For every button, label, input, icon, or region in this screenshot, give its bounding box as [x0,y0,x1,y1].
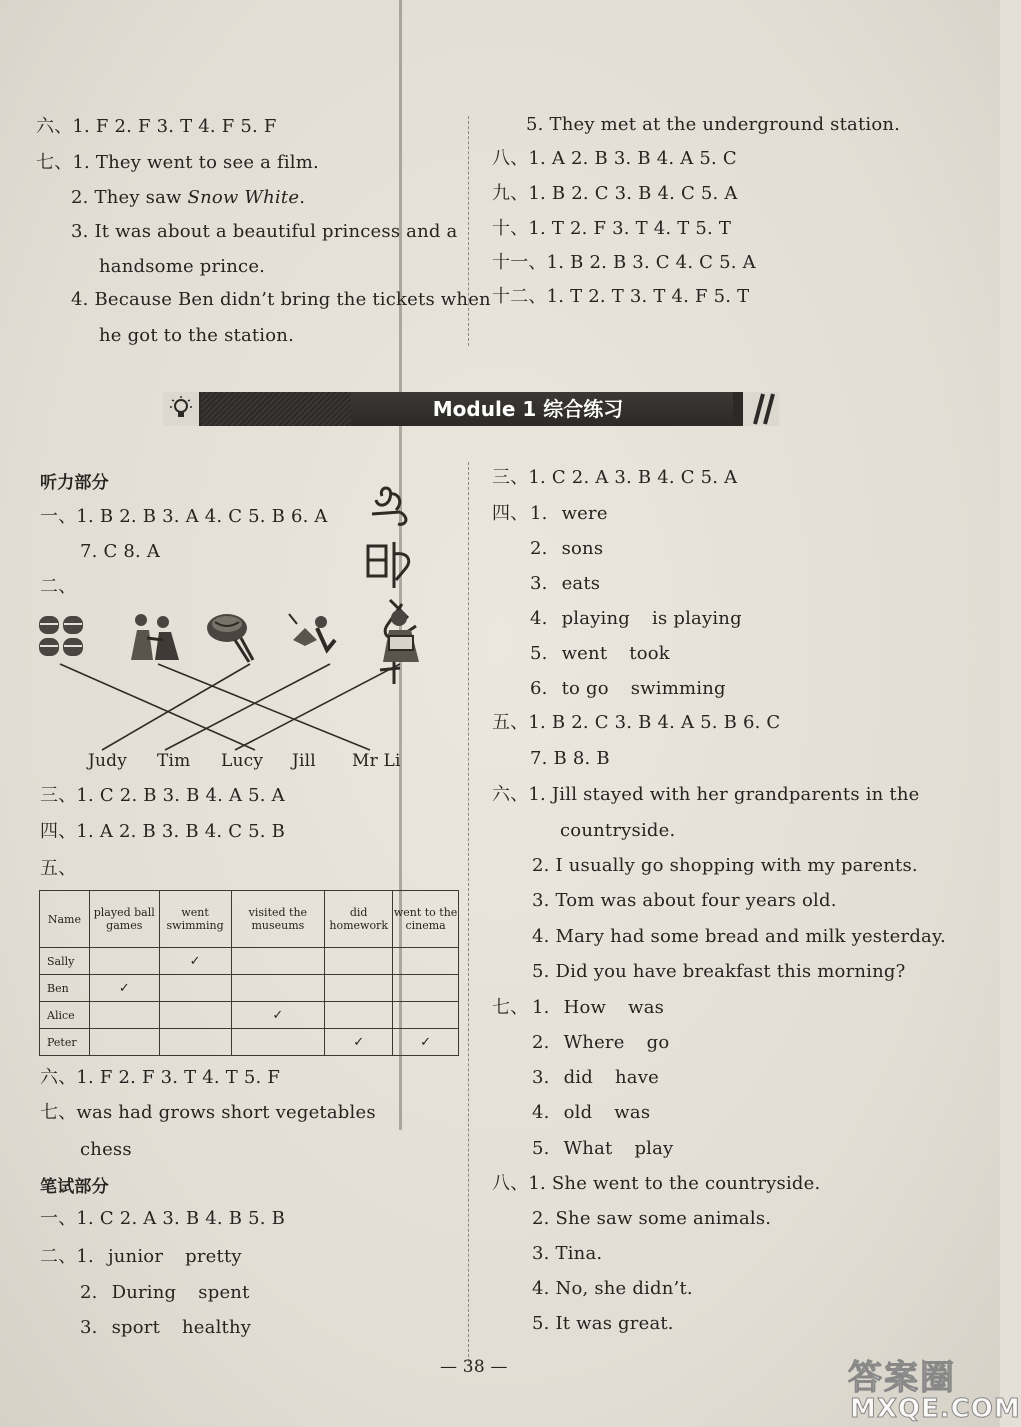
table-cell-mark: ✓ [393,1029,459,1056]
answer: went [561,643,608,664]
item-number: 5. [532,1138,550,1159]
right-section-7-label: 七、 [492,997,529,1018]
top-right-line-2: 八、1. A 2. B 3. B 4. A 5. C [492,148,737,169]
match-line-hamburgers-jill [60,664,255,750]
table-row-name: Alice [40,1002,90,1029]
right-section-6-line: 5. Did you have breakfast this morning? [532,961,906,982]
table-cell-mark [393,948,459,975]
right-section-6-line: 2. I usually go shopping with my parents. [532,855,918,876]
answer: old [563,1102,593,1123]
written-section-1: 一、1. C 2. A 3. B 4. B 5. B [40,1208,286,1229]
right-section-4-row [530,643,670,665]
double-slash-icon [733,392,779,426]
match-line-boy-lucy [235,664,400,750]
table-cell-mark: ✓ [325,1029,393,1056]
table-header: Name [40,891,90,948]
right-section-4-label: 四、 [492,503,529,524]
answer: was [628,997,665,1018]
top-left-line-1: 六、1. F 2. F 3. T 4. F 5. F [36,116,277,137]
right-section-4-row [530,503,630,525]
film-title: Snow White [187,187,300,208]
answer: did [563,1067,593,1088]
text: 2. They saw [71,187,188,208]
left-section-7-line-1: 七、was had grows short vegetables [40,1102,376,1123]
table-cell-mark [89,1002,159,1029]
watermark-bottom: MXQE.COM [850,1394,1021,1424]
answer: sons [561,538,604,559]
item-number: 4. [530,608,548,629]
table-cell-mark [159,1029,231,1056]
table-header: did homework [325,891,393,948]
answer: How [563,997,607,1018]
left-section-3: 三、1. C 2. B 3. B 4. A 5. A [40,785,285,806]
banner-hatch [201,392,351,426]
table-cell-mark [325,1002,393,1029]
right-section-4-row [530,538,625,560]
top-left-line-4: 3. It was about a beautiful princess and a [71,221,458,242]
answer: healthy [182,1317,252,1338]
text: . [299,187,306,208]
right-section-7-row [532,1067,659,1089]
answer: play [634,1138,674,1159]
top-left-line-3 [71,187,305,209]
right-section-7-row [532,1032,669,1054]
page-number: — 38 — [440,1357,508,1377]
item-number: 2. [530,538,548,559]
table-cell-mark: ✓ [89,975,159,1002]
kite-flying-icon [287,610,341,660]
table-row-name: Sally [40,948,90,975]
left-section-1-line-2: 7. C 8. A [80,541,161,562]
item-number: 1. [530,503,548,524]
answer: playing [561,608,631,629]
answer: What [563,1138,613,1159]
right-section-5-line-1: 五、1. B 2. C 3. B 4. A 5. B 6. C [492,712,781,733]
section-banner [163,392,779,426]
right-section-7-row [532,1102,650,1124]
top-right-line-1: 5. They met at the underground station. [526,114,901,135]
table-cell-mark [231,948,325,975]
answer: Where [563,1032,625,1053]
boy-reading-icon [373,606,429,666]
table-cell-mark [231,975,325,1002]
answer: spent [198,1282,250,1303]
answer: have [614,1067,659,1088]
watermark-top: 答案圈 [848,1358,956,1398]
right-section-6-line: countryside. [560,820,676,841]
table-row [40,1002,459,1029]
written-section-2-row [80,1282,250,1304]
picture-row [35,606,455,666]
table-header: visited the museums [231,891,325,948]
table-cell-mark [89,948,159,975]
name-lucy: Lucy [221,751,264,771]
answer: took [629,643,670,664]
banner-title: Module 1 综合练习 [432,397,624,421]
right-section-8-line: 5. It was great. [532,1313,674,1334]
top-right-line-5: 十一、1. B 2. B 3. C 4. C 5. A [492,252,756,273]
item-number: 3. [530,573,548,594]
right-section-4-row [530,573,622,595]
table-cell-mark [159,1002,231,1029]
item-number: 6. [530,678,548,699]
answer: was [614,1102,651,1123]
right-section-8-line: 3. Tina. [532,1243,603,1264]
table-cell-mark [393,1002,459,1029]
hamburgers-icon [37,612,87,660]
left-section-5-label: 五、 [40,858,77,879]
right-section-5-line-2: 7. B 8. B [530,748,610,769]
answer: During [111,1282,177,1303]
item-number: 3. [532,1067,550,1088]
answer: sport [111,1317,161,1338]
right-section-8-line: 2. She saw some animals. [532,1208,772,1229]
left-section-4: 四、1. A 2. B 3. B 4. C 5. B [40,821,286,842]
table-cell-mark [89,1029,159,1056]
top-left-line-2: 七、1. They went to see a film. [36,152,319,173]
table-cell-mark: ✓ [159,948,231,975]
item-number: 5. [530,643,548,664]
right-section-7-row [532,997,664,1019]
lightbulb-icon [163,392,201,426]
top-left-line-5: handsome prince. [99,256,266,277]
name-jill: Jill [292,751,316,771]
written-heading: 笔试部分 [40,1177,109,1197]
table-row [40,1029,459,1056]
table-cell-mark [325,975,393,1002]
left-section-7-line-2: chess [80,1139,132,1160]
answer: eats [561,573,601,594]
table-row [40,975,459,1002]
item-number: 二、1. [40,1246,94,1267]
top-right-line-4: 十、1. T 2. F 3. T 4. T 5. T [492,218,732,239]
table-header: went to the cinema [393,891,459,948]
top-right-line-3: 九、1. B 2. C 3. B 4. C 5. A [492,183,738,204]
right-section-6-line: 4. Mary had some bread and milk yesterday. [532,926,946,947]
right-section-7-row [532,1138,673,1160]
answer: is playing [652,608,742,629]
left-section-1-line-1: 一、1. B 2. B 3. A 4. C 5. B 6. A [40,506,328,527]
item-number: 2. [80,1282,98,1303]
top-left-line-6: 4. Because Ben didn’t bring the tickets when [71,289,491,310]
answer: were [561,503,608,524]
matching-lines [40,662,460,754]
column-divider-top [468,116,469,346]
match-line-noodles-judy [102,664,250,750]
table-cell-mark [393,975,459,1002]
item-number: 2. [532,1032,550,1053]
table-cell-mark [325,948,393,975]
activity-table [39,890,459,1056]
name-tim: Tim [157,751,191,771]
item-number: 1. [532,997,550,1018]
table-cell-mark: ✓ [231,1002,325,1029]
listening-heading: 听力部分 [40,473,109,493]
left-section-6: 六、1. F 2. F 3. T 4. T 5. F [40,1067,281,1088]
column-divider-bottom [468,462,469,1362]
table-row [40,948,459,975]
table-header: went swimming [159,891,231,948]
right-section-6-line: 3. Tom was about four years old. [532,890,837,911]
right-section-8-line: 4. No, she didn’t. [532,1278,693,1299]
answer: pretty [185,1246,242,1267]
written-section-2-row [80,1317,251,1339]
site-watermark [840,1350,1021,1427]
answer: junior [107,1246,164,1267]
table-cell-mark [231,1029,325,1056]
noodle-bowl-icon [205,608,255,664]
name-mr-li: Mr Li [352,751,401,771]
table-header: played ball games [89,891,159,948]
answer: to go [561,678,609,699]
written-section-2-row [40,1246,242,1268]
table-row-name: Ben [40,975,90,1002]
right-section-4-row [530,608,742,630]
name-judy: Judy [88,751,128,771]
item-number: 4. [532,1102,550,1123]
top-right-line-6: 十二、1. T 2. T 3. T 4. F 5. T [492,286,750,307]
left-section-2-label: 二、 [40,576,77,597]
answer: swimming [630,678,726,699]
table-cell-mark [159,975,231,1002]
item-number: 3. [80,1317,98,1338]
top-left-line-7: he got to the station. [99,325,295,346]
table-header-row [40,891,459,948]
answer: go [646,1032,670,1053]
right-section-8-line: 八、1. She went to the countryside. [492,1173,821,1194]
children-playing-icon [127,610,183,662]
right-section-6-line: 六、1. Jill stayed with her grandparents in the [492,784,920,805]
table-row-name: Peter [40,1029,90,1056]
right-section-3: 三、1. C 2. A 3. B 4. C 5. A [492,467,738,488]
right-section-4-row [530,678,726,700]
